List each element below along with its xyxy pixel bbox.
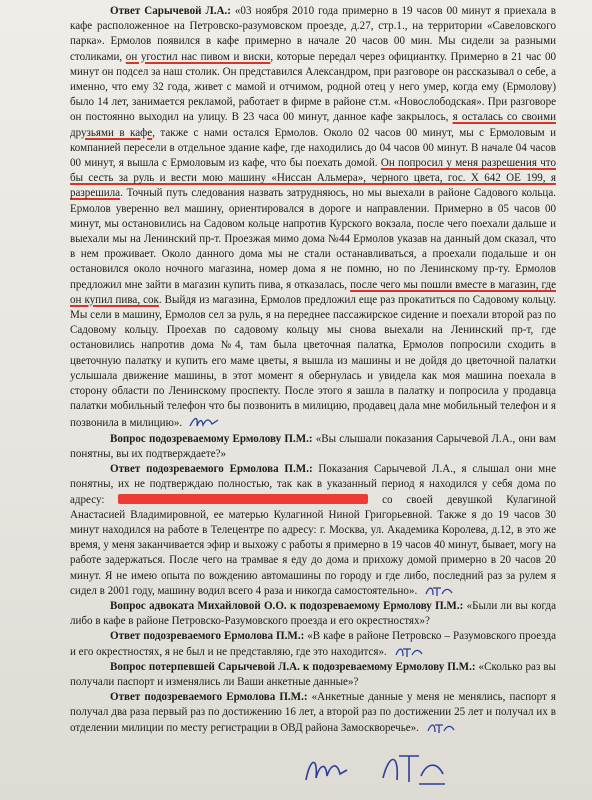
- question-3: [70, 660, 556, 690]
- answer-text: «Анкетные данные у меня не менялись, паспорт я получал два раза первый раз по достижению 16 лет, а второй раз по достижении 25 лет и получал их в отделении милиции по месту регистрации в ОВД района Замоскворечье».: [70, 691, 557, 734]
- bottom-signatures: [300, 748, 475, 793]
- underlined-fragment: Он попросил у меня разрешения что бы сесть за руль и вести мою машину «Ниссан Альмера», черного цвета, гос. Х 642 ОЕ 199, я разрешила: [70, 157, 556, 200]
- question-1: [70, 432, 556, 462]
- answer-text: . Выйдя из магазина, Ермолов предложил еще раз прокатиться по Садовому кольцу. Мы сели в машину, Ермолов сел за руль, я на переднее пассажирское сидение и поехали второй раз по Садовому кольцу. Проехав по садовому кольцу мы снова выехали на Ленинский пр-т, где остановились напротив дома №4, там была цветочная палатка, Ермолов попросили сходить в цветочную палатку и купить его маме цветы, я вышла из машины и не дойдя до цветочной палатки услышала движение машины, в этот момент я обернулась и увидела как моя машина поехала в сторону области по Ленинскому проспекту. После этого я зашла в палатку и попросила у продавца палатки мобильный телефон что бы позвонить в милицию, продавец дала мне мобильный телефон и я позвонила в милицию».: [70, 293, 556, 430]
- answer-text: , также с нами остался Ермолов. Около 02 часов 00 минут, мы с Ермоловым и компанией пересели в отдельное здание кафе, где находились до 04 часов 00 минут. В начале 04 часов 00 минут, я вышла с Ермоловым из кафе, что бы поехать домой.: [70, 126, 556, 170]
- answer-ermolov-2: [70, 629, 556, 659]
- answer-text: Показания Сарычевой Л.А., я слышал они мне понятны, их не подтверждаю полностью, так как в указанный период я находился у себя дома по адресу:: [70, 463, 556, 506]
- answer-label: Ответ подозреваемого Ермолова П.М.:: [110, 630, 305, 643]
- signature-icon: [394, 645, 424, 659]
- answer-label: Ответ Сарычевой Л.А.:: [110, 5, 231, 17]
- signature-icon: [426, 721, 456, 735]
- answer-text: «03 ноября 2010 года примерно в 19 часов 00 минут я приехала в кафе расположенное на Петровско-разумовском проезде, д.27, стр.1., на территории «Савеловского парка». Ермолов появился в кафе примерно в начале 20 часов 00 мин. Мы сидели за разными столиками,: [70, 5, 556, 63]
- question-label: Вопрос адвоката Михайловой О.О. к подозреваемому Ермолову П.М.:: [110, 599, 464, 612]
- answer-text: «В кафе в районе Петровско – Разумовского проезда и его окрестностях, я не был и не представляю, где это находится».: [70, 630, 557, 658]
- answer-label: Ответ подозреваемого Ермолова П.М.:: [110, 463, 313, 476]
- answer-text: , которые передал через официантку. Примерно в 21 час 00 минут он подсел за наш столик. Он представился Александром, при разговоре он рассказывал о себе, а именно, что ему 32 года, живет с мамой и отчимом, родной отец у него умер, когда ему (Ермолову) было 14 лет, занимается рекламой, работает в фирме в районе ст.м. «Новослободская». При разговоре он постоянно выходил на улицу. В 23 часа 00 минут, данное кафе закрылось,: [70, 50, 557, 124]
- answer-text: со своей девушкой Кулагиной Анастасией Владимировной, ее матерью Кулагиной Ниной Григорьевной. Также я до 19 часов 30 минут находился на работе в Телецентре по адресу: г. Москва, ул. Академика Королева, д.12, в это же время, у меня заканчивается эфир и выхожу с работы я примерно в 19 часов 40 минут, бывает, могу на работе задержаться. После чего на трамвае я еду до дома и прихожу домой примерно в 20 часов 20 минут. Я не имею опыта по вождению автомашины по городу и где либо, последний раз за рулем я сидел в 2001 году, машину водил всего 4 раза и никогда самостоятельно».: [70, 493, 556, 597]
- answer-text: . Точный путь следования назвать затрудняюсь, но мы выехали в районе Садового кольца. Ермолов уверенно вел машину, ориентировался в дороге и направлении. Примерно в 05 часов 00 минут, мы остановились на Садовом кольце напротив Курского вокзала, после чего поехали дальше и выехали мы на Ленинский пр-т. Проезжая мимо дома №44 Ермолов указав на данный дом сказал, что в нем проживает. Около данного дома мы не стали останавливаться, а проехали подальше и он остановился около ночного магазина, номер дома я не помню, но по Ленинскому пр-ту. Ермолов предложил мне зайти в магазин купить пива, я отказалась,: [70, 187, 556, 291]
- answer-ermolov-3: [70, 690, 556, 736]
- answer-label: Ответ подозреваемого Ермолова П.М.:: [110, 691, 308, 704]
- signature-icon: [189, 414, 219, 430]
- question-2: [70, 599, 556, 629]
- question-text: «Сколько раз вы получали паспорт и изменялись ли Ваши анкетные данные»?: [70, 660, 556, 688]
- question-label: Вопрос потерпевшей Сарычевой Л.А. к подозреваемому Ермолову П.М.:: [110, 660, 476, 673]
- question-label: Вопрос подозреваемому Ермолову П.М.:: [110, 432, 313, 445]
- signature-icon: [379, 748, 449, 788]
- answer-ermolov-1: [70, 462, 556, 599]
- signature-icon: [300, 752, 350, 788]
- underlined-fragment: я осталась со своими друзьями в кафе: [70, 111, 556, 139]
- question-text: «Были ли вы когда либо в кафе в районе Петровско-Разумовского проезда и его окрестностях»?: [70, 599, 556, 628]
- underlined-fragment: после чего мы пошли вместе в магазин, где он купил пива, сок: [70, 278, 556, 306]
- redacted-address: [118, 494, 368, 504]
- signature-icon: [424, 584, 454, 598]
- underlined-fragment: он угостил нас пивом и виски: [125, 50, 271, 63]
- question-text: «Вы слышали показания Сарычевой Л.А., они вам понятны, вы их подтверждаете?»: [70, 432, 556, 460]
- answer-sarycheva: [70, 4, 556, 432]
